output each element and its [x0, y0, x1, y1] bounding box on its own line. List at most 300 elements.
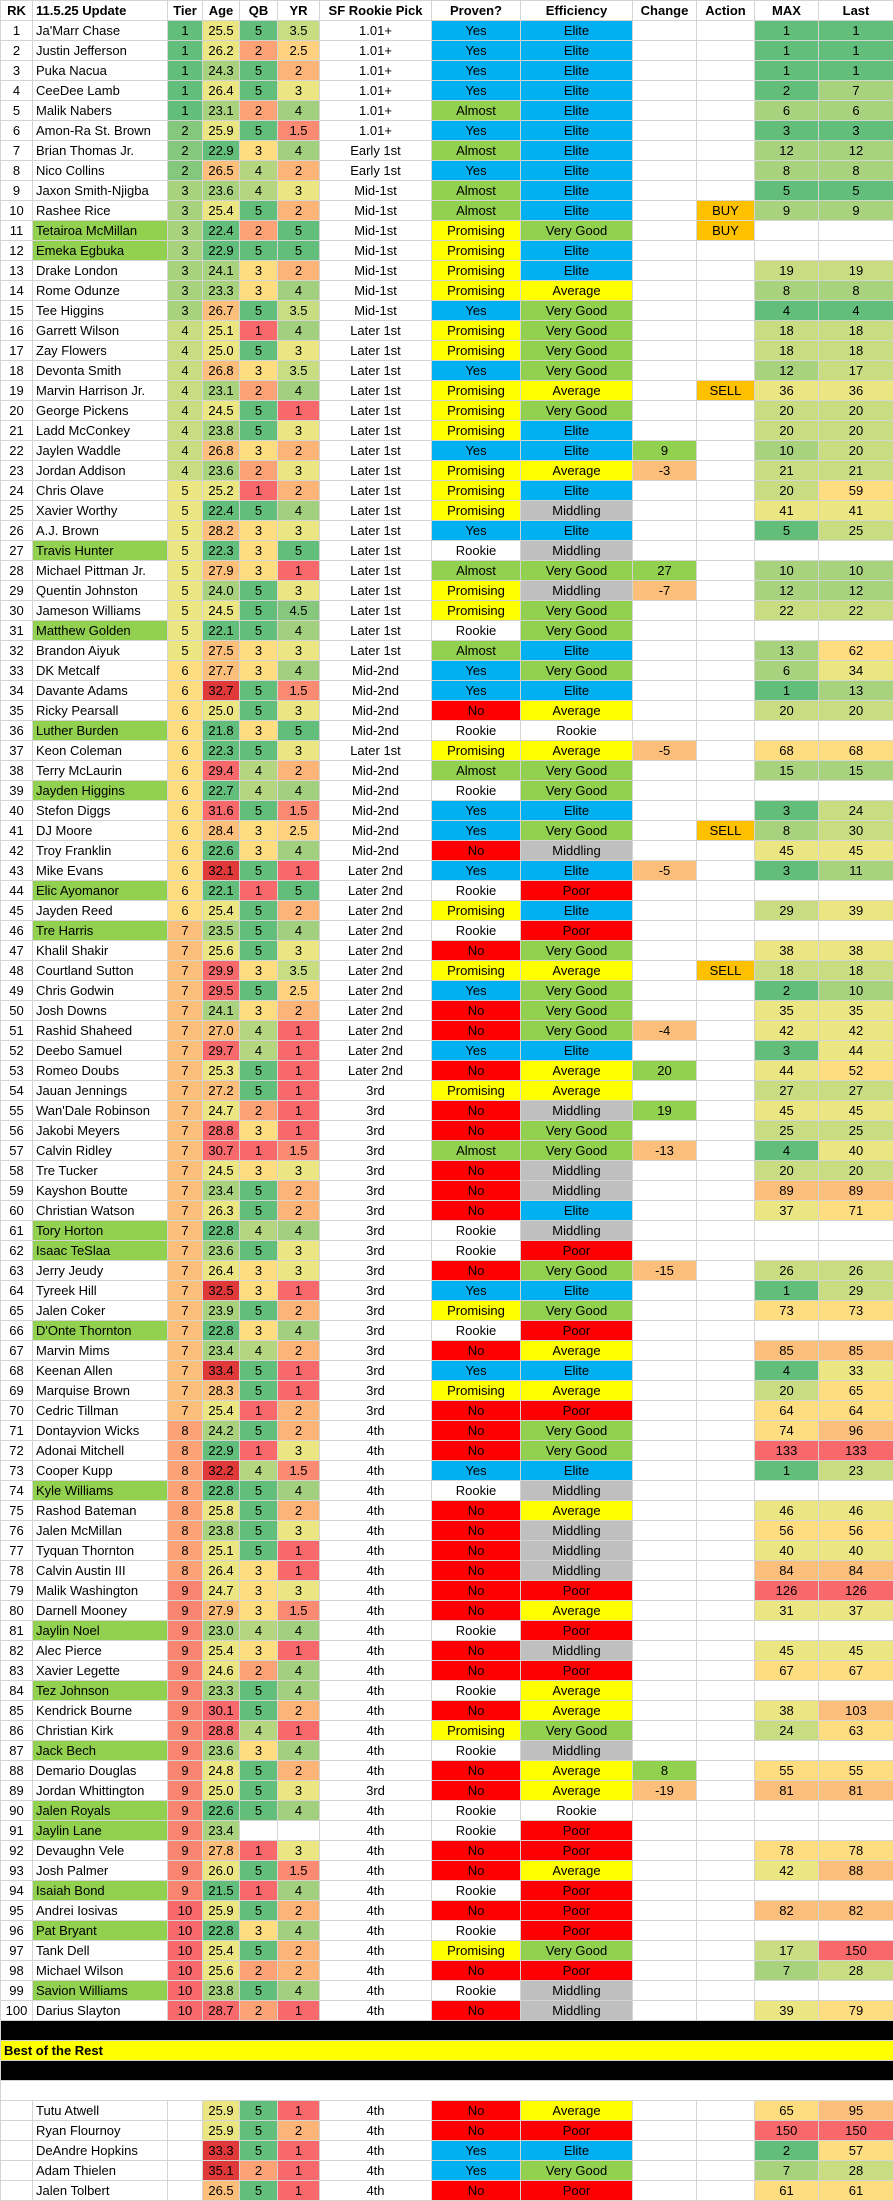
rank-cell: 62 [1, 1241, 33, 1261]
proven-cell: Almost [432, 561, 521, 581]
table-row [1, 301, 893, 321]
efficiency-cell: Very Good [521, 1261, 633, 1281]
rookie-pick-cell: 4th [320, 1861, 432, 1881]
player-cell: Brandon Aiyuk [33, 641, 168, 661]
change-cell [633, 21, 697, 41]
max-cell: 4 [755, 1361, 819, 1381]
table-row [1, 721, 893, 741]
player-cell: DJ Moore [33, 821, 168, 841]
proven-cell: Rookie [432, 921, 521, 941]
player-cell: D'Onte Thornton [33, 1321, 168, 1341]
qb-cell: 5 [240, 501, 278, 521]
rookie-pick-cell: 3rd [320, 1401, 432, 1421]
efficiency-cell: Middling [521, 1561, 633, 1581]
action-cell [697, 1721, 755, 1741]
player-cell: Brian Thomas Jr. [33, 141, 168, 161]
rookie-pick-cell: 4th [320, 2181, 432, 2201]
player-cell: Justin Jefferson [33, 41, 168, 61]
action-cell [697, 1041, 755, 1061]
player-header[interactable]: 11.5.25 Update [33, 1, 168, 21]
max-cell: 29 [755, 901, 819, 921]
proven-cell: Rookie [432, 1741, 521, 1761]
tier-cell: 10 [168, 1981, 203, 2001]
efficiency-cell: Middling [521, 1161, 633, 1181]
player-cell: Michael Pittman Jr. [33, 561, 168, 581]
table-row [1, 1061, 893, 1081]
rookie-pick-cell: 4th [320, 1981, 432, 2001]
max-cell: 1 [755, 41, 819, 61]
table-row [1, 2121, 893, 2141]
age-cell: 25.9 [203, 121, 240, 141]
table-row [1, 861, 893, 881]
action-header[interactable]: Action [697, 1, 755, 21]
rank-cell: 98 [1, 1961, 33, 1981]
qb-cell: 5 [240, 1501, 278, 1521]
max-cell: 2 [755, 2141, 819, 2161]
qb-cell: 5 [240, 941, 278, 961]
rank-cell: 97 [1, 1941, 33, 1961]
last-cell [819, 621, 893, 641]
tier-cell: 4 [168, 441, 203, 461]
rookie-pick-cell: Later 2nd [320, 1041, 432, 1061]
proven-cell: Promising [432, 381, 521, 401]
efficiency-cell: Average [521, 1601, 633, 1621]
change-cell [633, 681, 697, 701]
age-cell: 23.3 [203, 281, 240, 301]
last-cell: 45 [819, 841, 893, 861]
max-cell [755, 1621, 819, 1641]
action-cell [697, 1601, 755, 1621]
proven-cell: Promising [432, 1381, 521, 1401]
tier-cell: 10 [168, 1961, 203, 1981]
last-cell: 59 [819, 481, 893, 501]
yr-cell: 3 [278, 521, 320, 541]
change-cell [633, 961, 697, 981]
efficiency-cell: Very Good [521, 561, 633, 581]
rookie-pick-cell: 4th [320, 1601, 432, 1621]
age-cell: 26.0 [203, 1861, 240, 1881]
yr-cell: 1 [278, 2181, 320, 2201]
rank-cell: 51 [1, 1021, 33, 1041]
tier-cell: 9 [168, 1661, 203, 1681]
qb-cell: 2 [240, 381, 278, 401]
table-row [1, 741, 893, 761]
age-cell: 23.8 [203, 1981, 240, 2001]
efficiency-cell: Poor [521, 1961, 633, 1981]
table-row [1, 421, 893, 441]
rank-cell: 27 [1, 541, 33, 561]
max-cell: 39 [755, 2001, 819, 2021]
rank-cell: 87 [1, 1741, 33, 1761]
age-cell: 25.9 [203, 1901, 240, 1921]
proven-cell: Promising [432, 321, 521, 341]
yr-cell: 3 [278, 941, 320, 961]
player-cell: Ladd McConkey [33, 421, 168, 441]
rookie-pick-cell: Later 1st [320, 521, 432, 541]
efficiency-cell: Elite [521, 481, 633, 501]
qb-header[interactable]: QB [240, 1, 278, 21]
rank-cell: 45 [1, 901, 33, 921]
rookie-pick-cell: Later 1st [320, 381, 432, 401]
max-cell: 56 [755, 1521, 819, 1541]
max-cell: 12 [755, 581, 819, 601]
age-cell: 25.0 [203, 701, 240, 721]
proven-cell: Yes [432, 1281, 521, 1301]
action-cell [697, 61, 755, 81]
tier-cell: 8 [168, 1561, 203, 1581]
tier-cell: 7 [168, 981, 203, 1001]
change-cell [633, 1821, 697, 1841]
qb-cell: 5 [240, 901, 278, 921]
rank-cell: 82 [1, 1641, 33, 1661]
proven-cell: Yes [432, 21, 521, 41]
age-cell: 33.4 [203, 1361, 240, 1381]
qb-cell: 2 [240, 1961, 278, 1981]
max-header[interactable]: MAX [755, 1, 819, 21]
last-cell [819, 1321, 893, 1341]
player-cell: Xavier Worthy [33, 501, 168, 521]
last-cell: 45 [819, 1101, 893, 1121]
age-cell: 28.2 [203, 521, 240, 541]
rookie-pick-cell: 4th [320, 1561, 432, 1581]
proven-cell: Yes [432, 121, 521, 141]
rookie-pick-cell: 3rd [320, 1161, 432, 1181]
yr-cell: 2 [278, 61, 320, 81]
efficiency-cell: Elite [521, 1361, 633, 1381]
yr-cell: 1 [278, 2101, 320, 2121]
last-cell: 56 [819, 1521, 893, 1541]
tier-cell: 9 [168, 1821, 203, 1841]
last-cell: 64 [819, 1401, 893, 1421]
player-cell: Nico Collins [33, 161, 168, 181]
tier-cell: 10 [168, 1941, 203, 1961]
action-cell [697, 101, 755, 121]
table-row [1, 1821, 893, 1841]
tier-cell [168, 2181, 203, 2201]
rank-cell: 24 [1, 481, 33, 501]
efficiency-header[interactable]: Efficiency [521, 1, 633, 21]
max-cell: 45 [755, 841, 819, 861]
qb-cell: 5 [240, 201, 278, 221]
tier-cell: 7 [168, 1041, 203, 1061]
yr-cell: 2 [278, 1501, 320, 1521]
age-cell: 29.4 [203, 761, 240, 781]
tier-cell: 10 [168, 1921, 203, 1941]
tier-header[interactable]: Tier [168, 1, 203, 21]
rookie-pick-cell: Later 1st [320, 561, 432, 581]
tier-cell: 3 [168, 261, 203, 281]
qb-cell: 3 [240, 1161, 278, 1181]
section-divider [1, 2061, 893, 2081]
tier-cell: 7 [168, 1361, 203, 1381]
player-cell: Jauan Jennings [33, 1081, 168, 1101]
max-cell: 3 [755, 121, 819, 141]
change-cell [633, 81, 697, 101]
max-cell [755, 1801, 819, 1821]
action-cell [697, 41, 755, 61]
efficiency-cell: Middling [521, 1101, 633, 1121]
change-cell [633, 61, 697, 81]
player-cell: Marquise Brown [33, 1381, 168, 1401]
max-cell: 5 [755, 521, 819, 541]
table-row [1, 1101, 893, 1121]
player-cell: Tank Dell [33, 1941, 168, 1961]
qb-cell: 2 [240, 1661, 278, 1681]
change-cell [633, 221, 697, 241]
proven-cell: Yes [432, 981, 521, 1001]
table-row [1, 1921, 893, 1941]
qb-cell: 4 [240, 1021, 278, 1041]
age-cell: 25.5 [203, 21, 240, 41]
last-cell: 81 [819, 1781, 893, 1801]
last-cell: 17 [819, 361, 893, 381]
last-header[interactable]: Last [819, 1, 893, 21]
age-header[interactable]: Age [203, 1, 240, 21]
rank-cell [1, 2121, 33, 2141]
rookie-pick-cell: 3rd [320, 1301, 432, 1321]
change-cell [633, 821, 697, 841]
yr-cell: 4 [278, 101, 320, 121]
spacer-row-cell [1, 2081, 893, 2101]
qb-cell: 5 [240, 1861, 278, 1881]
proven-cell: Promising [432, 741, 521, 761]
table-row [1, 601, 893, 621]
rank-cell: 88 [1, 1761, 33, 1781]
last-cell: 57 [819, 2141, 893, 2161]
max-cell [755, 1881, 819, 1901]
rookie-pick-cell: 4th [320, 1921, 432, 1941]
max-cell: 133 [755, 1441, 819, 1461]
rank-cell: 55 [1, 1101, 33, 1121]
rank-cell: 72 [1, 1441, 33, 1461]
table-row [1, 1801, 893, 1821]
efficiency-cell: Very Good [521, 1721, 633, 1741]
player-cell: Luther Burden [33, 721, 168, 741]
qb-cell: 4 [240, 161, 278, 181]
qb-cell: 5 [240, 1901, 278, 1921]
rookie-pick-cell: Mid-2nd [320, 781, 432, 801]
rank-cell: 8 [1, 161, 33, 181]
rookie-pick-cell: 3rd [320, 1281, 432, 1301]
rookie-pick-cell: Later 1st [320, 481, 432, 501]
table-row [1, 101, 893, 121]
efficiency-cell: Very Good [521, 761, 633, 781]
proven-cell: No [432, 841, 521, 861]
max-cell [755, 1741, 819, 1761]
action-cell [697, 701, 755, 721]
qb-cell: 4 [240, 1041, 278, 1061]
player-cell: Ja'Marr Chase [33, 21, 168, 41]
player-cell: Jaxon Smith-Njigba [33, 181, 168, 201]
table-row [1, 1981, 893, 2001]
yr-cell: 1 [278, 2161, 320, 2181]
yr-cell: 2 [278, 761, 320, 781]
max-cell: 22 [755, 601, 819, 621]
qb-cell: 1 [240, 1441, 278, 1461]
tier-cell: 4 [168, 461, 203, 481]
table-row [1, 1041, 893, 1061]
max-cell: 1 [755, 21, 819, 41]
rookie-pick-cell: Later 1st [320, 341, 432, 361]
action-cell [697, 1561, 755, 1581]
rookie-pick-header[interactable]: SF Rookie Pick [320, 1, 432, 21]
change-cell [633, 1621, 697, 1641]
change-cell [633, 1941, 697, 1961]
action-cell [697, 1801, 755, 1821]
tier-cell: 6 [168, 821, 203, 841]
yr-header[interactable]: YR [278, 1, 320, 21]
tier-cell: 8 [168, 1501, 203, 1521]
proven-cell: Promising [432, 341, 521, 361]
tier-cell: 8 [168, 1541, 203, 1561]
qb-cell: 5 [240, 981, 278, 1001]
efficiency-cell: Elite [521, 1201, 633, 1221]
tier-cell: 1 [168, 81, 203, 101]
qb-cell: 5 [240, 1301, 278, 1321]
proven-cell: Almost [432, 101, 521, 121]
table-row [1, 1121, 893, 1141]
table-row [1, 1141, 893, 1161]
proven-cell: Rookie [432, 621, 521, 641]
rank-cell: 44 [1, 881, 33, 901]
rank-cell: 73 [1, 1461, 33, 1481]
proven-cell: No [432, 1961, 521, 1981]
action-cell [697, 1501, 755, 1521]
rank-header[interactable]: RK [1, 1, 33, 21]
qb-cell: 3 [240, 1601, 278, 1621]
action-cell [697, 421, 755, 441]
qb-cell: 5 [240, 421, 278, 441]
player-cell: Malik Nabers [33, 101, 168, 121]
qb-cell: 5 [240, 401, 278, 421]
proven-cell: Promising [432, 1721, 521, 1741]
table-row [1, 1361, 893, 1381]
age-cell: 27.8 [203, 1841, 240, 1861]
age-cell: 22.6 [203, 1801, 240, 1821]
proven-cell: Rookie [432, 1681, 521, 1701]
proven-header[interactable]: Proven? [432, 1, 521, 21]
proven-cell: Almost [432, 761, 521, 781]
max-cell: 4 [755, 1141, 819, 1161]
rank-cell: 91 [1, 1821, 33, 1841]
tier-cell: 3 [168, 301, 203, 321]
proven-cell: Rookie [432, 1241, 521, 1261]
rank-cell: 61 [1, 1221, 33, 1241]
last-cell: 103 [819, 1701, 893, 1721]
yr-cell: 1 [278, 1081, 320, 1101]
max-cell: 8 [755, 821, 819, 841]
action-cell [697, 1201, 755, 1221]
last-cell: 30 [819, 821, 893, 841]
efficiency-cell: Very Good [521, 1941, 633, 1961]
player-cell: Devonta Smith [33, 361, 168, 381]
rank-cell: 66 [1, 1321, 33, 1341]
yr-cell: 1 [278, 1281, 320, 1301]
last-cell: 85 [819, 1341, 893, 1361]
player-cell: Calvin Ridley [33, 1141, 168, 1161]
age-cell: 27.5 [203, 641, 240, 661]
last-cell: 3 [819, 121, 893, 141]
action-cell [697, 1321, 755, 1341]
age-cell: 28.7 [203, 2001, 240, 2021]
last-cell: 18 [819, 961, 893, 981]
action-cell [697, 301, 755, 321]
efficiency-cell: Elite [521, 901, 633, 921]
qb-cell: 3 [240, 661, 278, 681]
action-cell [697, 1701, 755, 1721]
yr-cell: 1 [278, 1541, 320, 1561]
efficiency-cell: Poor [521, 1321, 633, 1341]
efficiency-cell: Average [521, 1761, 633, 1781]
age-cell: 25.9 [203, 2121, 240, 2141]
rookie-pick-cell: 1.01+ [320, 121, 432, 141]
table-row [1, 981, 893, 1001]
action-cell [697, 1621, 755, 1641]
age-cell: 23.6 [203, 1241, 240, 1261]
qb-cell: 5 [240, 2121, 278, 2141]
change-cell [633, 1561, 697, 1581]
rank-cell: 25 [1, 501, 33, 521]
yr-cell: 1 [278, 561, 320, 581]
rank-cell: 30 [1, 601, 33, 621]
yr-cell: 4 [278, 1681, 320, 1701]
yr-cell: 1.5 [278, 801, 320, 821]
table-row [1, 61, 893, 81]
max-cell [755, 1921, 819, 1941]
rank-cell: 43 [1, 861, 33, 881]
rookie-pick-cell: Later 2nd [320, 981, 432, 1001]
qb-cell: 3 [240, 1561, 278, 1581]
efficiency-cell: Elite [521, 101, 633, 121]
action-cell: BUY [697, 221, 755, 241]
age-cell: 25.2 [203, 481, 240, 501]
last-cell: 25 [819, 1121, 893, 1141]
change-cell [633, 101, 697, 121]
tier-cell: 8 [168, 1421, 203, 1441]
change-header[interactable]: Change [633, 1, 697, 21]
max-cell: 20 [755, 481, 819, 501]
proven-cell: Rookie [432, 721, 521, 741]
rookie-pick-cell: Mid-2nd [320, 701, 432, 721]
efficiency-cell: Very Good [521, 981, 633, 1001]
efficiency-cell: Very Good [521, 821, 633, 841]
age-cell: 25.4 [203, 201, 240, 221]
yr-cell: 1.5 [278, 1601, 320, 1621]
age-cell: 25.4 [203, 1641, 240, 1661]
qb-cell: 5 [240, 1781, 278, 1801]
yr-cell: 4 [278, 281, 320, 301]
player-cell: Wan'Dale Robinson [33, 1101, 168, 1121]
action-cell [697, 841, 755, 861]
yr-cell: 1 [278, 401, 320, 421]
rookie-pick-cell: Mid-2nd [320, 821, 432, 841]
player-cell: Pat Bryant [33, 1921, 168, 1941]
max-cell: 4 [755, 301, 819, 321]
rookie-pick-cell: Later 2nd [320, 1021, 432, 1041]
proven-cell: Yes [432, 821, 521, 841]
change-cell [633, 1541, 697, 1561]
max-cell: 6 [755, 101, 819, 121]
table-row [1, 921, 893, 941]
action-cell [697, 1981, 755, 2001]
max-cell: 68 [755, 741, 819, 761]
efficiency-cell: Middling [521, 501, 633, 521]
max-cell: 31 [755, 1601, 819, 1621]
efficiency-cell: Very Good [521, 361, 633, 381]
player-cell: Mike Evans [33, 861, 168, 881]
yr-cell: 3 [278, 461, 320, 481]
table-row [1, 941, 893, 961]
